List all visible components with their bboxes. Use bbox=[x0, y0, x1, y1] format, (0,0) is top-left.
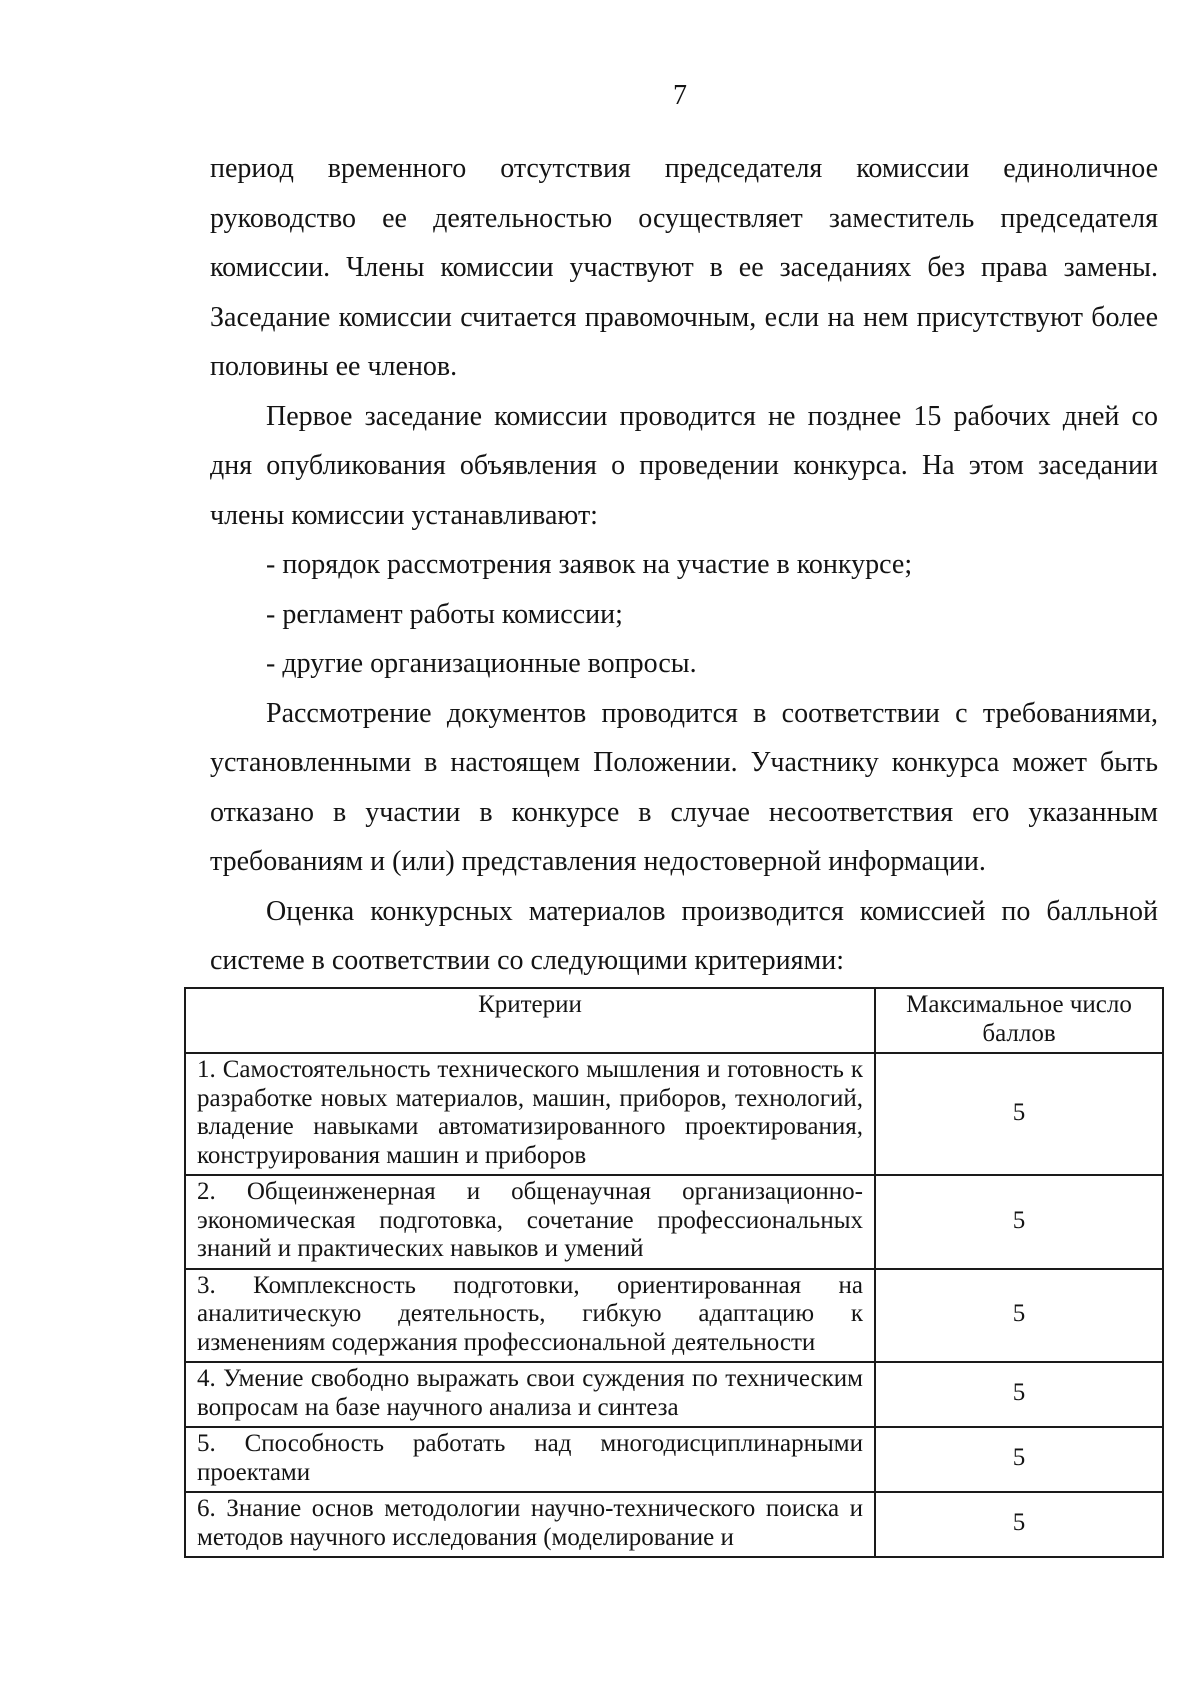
table-row bbox=[185, 1269, 1163, 1363]
table-row bbox=[185, 1427, 1163, 1492]
table-row bbox=[185, 1362, 1163, 1427]
header-max-score: Максимальное число баллов bbox=[875, 988, 1163, 1053]
criterion-cell: 6. Знание основ методологии научно-технического поиска и методов научного исследования (моделирование и bbox=[185, 1492, 875, 1557]
table-header-row bbox=[185, 988, 1163, 1053]
list-item: - регламент работы комиссии; bbox=[266, 598, 623, 630]
list-item: - другие организационные вопросы. bbox=[266, 648, 697, 679]
criterion-cell: 2. Общеинженерная и общенаучная организационно-экономическая подготовка, сочетание профессиональных знаний и практических навыков и умений bbox=[185, 1175, 875, 1269]
score-cell: 5 bbox=[875, 1175, 1163, 1269]
paragraph: Оценка конкурсных материалов производится комиссией по балльной системе в соответствии со следующими критериями: bbox=[210, 895, 1158, 976]
score-cell: 5 bbox=[875, 1427, 1163, 1492]
page-number: 7 bbox=[673, 80, 687, 111]
criteria-table bbox=[184, 987, 1164, 1558]
criterion-cell: 3. Комплексность подготовки, ориентированная на аналитическую деятельность, гибкую адаптацию к изменениям содержания профессиональной деятельности bbox=[185, 1269, 875, 1363]
criterion-cell: 1. Самостоятельность технического мышления и готовность к разработке новых материалов, машин, приборов, технологий, владение навыками автоматизированного проектирования, конструирования машин и приборов bbox=[185, 1053, 875, 1175]
score-cell: 5 bbox=[875, 1492, 1163, 1557]
score-cell: 5 bbox=[875, 1053, 1163, 1175]
list-item: - порядок рассмотрения заявок на участие в конкурсе; bbox=[266, 549, 913, 580]
criterion-cell: 5. Способность работать над многодисциплинарными проектами bbox=[185, 1427, 875, 1492]
body-text bbox=[210, 144, 1158, 986]
table-row bbox=[185, 1175, 1163, 1269]
paragraph: Рассмотрение документов проводится в соответствии с требованиями, установленными в настоящем Положении. Участнику конкурса может быть отказано в участии в конкурсе в случае несоответствия его указанным требованиям и (или) представления недостоверной информации. bbox=[210, 697, 1158, 877]
header-criteria: Критерии bbox=[185, 988, 875, 1053]
score-cell: 5 bbox=[875, 1362, 1163, 1427]
table-row bbox=[185, 1053, 1163, 1175]
criterion-cell: 4. Умение свободно выражать свои суждения по техническим вопросам на базе научного анализа и синтеза bbox=[185, 1362, 875, 1427]
score-cell: 5 bbox=[875, 1269, 1163, 1363]
paragraph: период временного отсутствия председателя комиссии единоличное руководство ее деятельностью осуществляет заместитель председателя комиссии. Члены комиссии участвуют в ее заседаниях без права замены. Заседание комиссии считается правомочным, если на нем присутствуют более половины ее членов. bbox=[210, 153, 1158, 382]
paragraph: Первое заседание комиссии проводится не позднее 15 рабочих дней со дня опубликования объявления о проведении конкурса. На этом заседании члены комиссии устанавливают: bbox=[210, 400, 1158, 531]
table-row bbox=[185, 1492, 1163, 1557]
